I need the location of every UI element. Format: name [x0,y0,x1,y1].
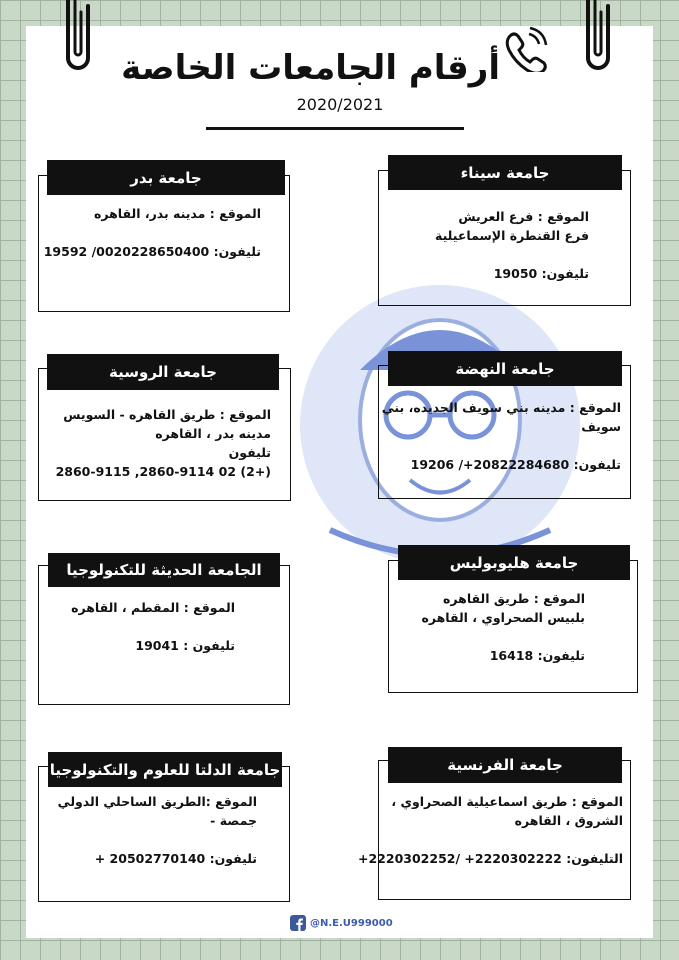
card-title-delta: جامعة الدلتا للعلوم والتكنولوجيا [48,752,282,787]
header [121,26,550,116]
paperclip-icon [60,0,96,78]
academic-year: 2020/2021 [296,95,384,114]
facebook-icon [290,915,306,931]
card-body-badr: الموقع : مدينه بدر، القاهره تليفون: 0020228650400/ 19592 [43,206,261,259]
title-divider [206,127,464,130]
paperclip-icon [580,0,616,78]
social-handle: @N.E.U999000 [310,917,393,929]
card-title-russian: جامعة الروسية [47,354,279,390]
card-body-modern: الموقع : المقطم ، القاهره تليفون : 19041 [71,600,235,653]
card-body-nahda: الموقع : مدينه بني سويف الجديده، بني سويف تليفون: 20822284680+/ 19206 [381,400,621,472]
card-title-heliopolis: جامعة هليوبوليس [398,545,630,580]
card-body-delta: الموقع :الطريق الساحلي الدولي جمصة - تليفون: 20502770140 + [57,794,257,866]
page-title: أرقام الجامعات الخاصة [121,48,500,88]
card-title-badr: جامعة بدر [47,160,285,195]
card-title-modern: الجامعة الحديثة للتكنولوجيا [48,553,280,587]
card-body-russian: الموقع : طريق القاهره - السويس مدينه بدر ، القاهره تليفون (+2) 02 2860-9114, 2860-9115 [55,407,271,479]
card-title-nahda: جامعة النهضة [388,351,622,386]
card-title-sinai: جامعة سيناء [388,155,622,190]
card-title-french: جامعة الفرنسية [388,747,622,783]
social-footer [290,914,393,932]
card-body-sinai: الموقع : فرع العريش فرع القنطرة الإسماعيلية تليفون: 19050 [435,209,589,281]
card-body-french: الموقع : طريق اسماعيلية الصحراوي ، الشروق ، القاهره التليفون: 2220302222+ /2220302252+ [358,794,623,866]
phone-icon [502,26,548,72]
card-body-heliopolis: الموقع : طريق القاهره بلبيس الصحراوي ، القاهره تليفون: 16418 [421,591,585,663]
